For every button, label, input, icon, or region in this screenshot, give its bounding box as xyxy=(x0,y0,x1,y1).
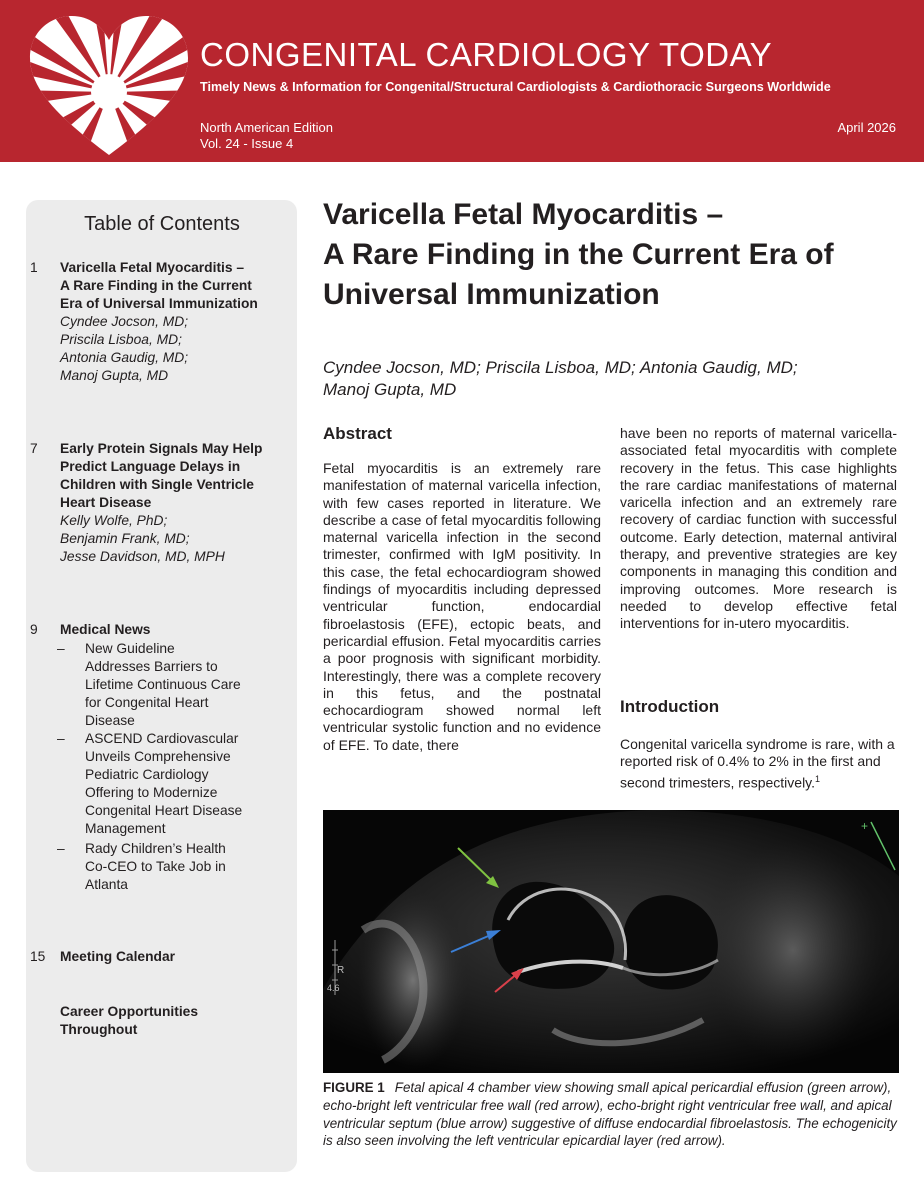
toc-title: Table of Contents xyxy=(84,213,240,235)
article-title-line: Varicella Fetal Myocarditis – xyxy=(323,198,724,231)
abstract-text-left: Fetal myocarditis is an extremely rare manifestation of maternal varicella infection, with few cases reported in literature. We describe a case of fetal myocarditis following maternal varicella infection in the second trimester, confirmed with IgM positivity. In this case, the fetal echocardiogram showed findings of myocarditis including depressed ventricular function, endocardial fibroelastosis (EFE), ectopic beats, and pericardial effusion. Fetal myocarditis carries a poor prognosis with significant morbidity. Interestingly, there was a complete recovery in this fetus, and the postnatal echocardiogram showed normal left ventricular systolic function and no evidence of EFE. To date, there xyxy=(323,460,601,753)
toc-subitem-line: Offering to Modernize xyxy=(85,785,218,800)
toc-subitem[interactable] xyxy=(30,840,290,894)
toc-subitem-line: Atlanta xyxy=(85,877,128,892)
figure-caption-text: Fetal apical 4 chamber view showing small apical pericardial effusion (green arrow), echo-bright left ventricular free wall (red arrow), echo-bright right ventricular free wall, and apical ventricular septum (blue arrow) suggestive of diffuse endocardial fibroelastosis. The echogenicity is also seen involving the left ventricular epicardial layer (red arrow). xyxy=(323,1080,897,1149)
toc-title-line: Heart Disease xyxy=(60,495,152,510)
figure-label: FIGURE 1 xyxy=(323,1080,385,1095)
reference-marker: 1 xyxy=(815,773,821,784)
toc-title-line: Early Protein Signals May Help xyxy=(60,441,263,456)
toc-author-line: Manoj Gupta, MD xyxy=(60,368,169,383)
toc-title-line: Throughout xyxy=(60,1022,138,1037)
depth-label: 4.6 xyxy=(327,983,340,993)
dash-bullet: – xyxy=(57,841,65,856)
toc-author-line: Benjamin Frank, MD; xyxy=(60,531,190,546)
toc-page-number: 9 xyxy=(30,622,38,637)
volume-issue: Vol. 24 - Issue 4 xyxy=(200,136,294,151)
toc-subitem-line: for Congenital Heart xyxy=(85,695,209,710)
toc-title-line: Era of Universal Immunization xyxy=(60,296,258,311)
toc-subitem-line: Disease xyxy=(85,713,135,728)
toc-title-line: Predict Language Delays in xyxy=(60,459,241,474)
edition-name: North American Edition xyxy=(200,120,333,135)
heart-sunburst-logo xyxy=(22,10,197,160)
toc-entry-title[interactable] xyxy=(60,1003,292,1039)
toc-author-line: Cyndee Jocson, MD; xyxy=(60,314,189,329)
author-line: Cyndee Jocson, MD; Priscila Lisboa, MD; Antonia Gaudig, MD; xyxy=(323,358,798,377)
author-line: Manoj Gupta, MD xyxy=(323,380,457,399)
article-title-line: Universal Immunization xyxy=(323,278,660,311)
figure-caption xyxy=(323,1079,899,1150)
toc-subitem-line: New Guideline xyxy=(85,641,175,656)
ultrasound-image xyxy=(323,810,899,1073)
intro-sentence: Congenital varicella syndrome is rare, with a reported risk of 0.4% to 2% in the first and second trimesters, respectively. xyxy=(620,736,895,791)
scale-label: R xyxy=(337,965,345,976)
toc-subitem[interactable] xyxy=(30,730,290,838)
toc-subitem-line: Rady Children’s Health xyxy=(85,841,226,856)
toc-subitem-line: Management xyxy=(85,821,166,836)
toc-subitem-line: Congenital Heart Disease xyxy=(85,803,243,818)
toc-author-line: Jesse Davidson, MD, MPH xyxy=(60,549,225,564)
toc-title-line: Career Opportunities xyxy=(60,1004,198,1019)
introduction-text xyxy=(620,736,897,792)
toc-entry-authors xyxy=(60,512,292,566)
toc-subitem-line: Co-CEO to Take Job in xyxy=(85,859,226,874)
toc-author-line: Priscila Lisboa, MD; xyxy=(60,332,182,347)
toc-title-line: A Rare Finding in the Current xyxy=(60,278,252,293)
masthead-tagline: Timely News & Information for Congenital/Structural Cardiologists & Cardiothoracic Surgeons Worldwide xyxy=(200,80,831,94)
toc-title-line: Varicella Fetal Myocarditis – xyxy=(60,260,245,275)
toc-title-line: Children with Single Ventricle xyxy=(60,477,254,492)
edition-info xyxy=(200,120,333,152)
abstract-text-right: have been no reports of maternal varicella-associated fetal myocarditis with complete recovery in the fetus. This case highlights the rare cardiac manifestations of maternal varicella infection and an extremely rare recovery of cardiac function with successful outcome. Early detection, maternal antiviral therapy, and preventive strategies are key components in managing this condition and improving outcomes. More research is needed to develop effective fetal interventions for in-utero myocarditis. xyxy=(620,425,897,632)
toc-entry-title[interactable] xyxy=(60,259,292,313)
dash-bullet: – xyxy=(57,641,65,656)
toc-page-number: 7 xyxy=(30,441,38,456)
toc-subitem-line: ASCEND Cardiovascular xyxy=(85,731,239,746)
toc-page-number: 1 xyxy=(30,260,38,275)
abstract-heading: Abstract xyxy=(323,424,392,443)
article-authors xyxy=(323,357,903,401)
masthead-title: CONGENITAL CARDIOLOGY TODAY xyxy=(200,36,773,73)
toc-entry-title[interactable]: Meeting Calendar xyxy=(60,949,175,964)
toc-author-line: Antonia Gaudig, MD; xyxy=(60,350,189,365)
toc-page-number: 15 xyxy=(30,949,46,964)
toc-subitem-line: Addresses Barriers to xyxy=(85,659,218,674)
introduction-heading: Introduction xyxy=(620,697,720,716)
toc-author-line: Kelly Wolfe, PhD; xyxy=(60,513,168,528)
echocardiogram-figure xyxy=(323,810,899,1073)
toc-subitem-line: Unveils Comprehensive xyxy=(85,749,231,764)
toc-subitem-line: Pediatric Cardiology xyxy=(85,767,209,782)
article-title xyxy=(323,195,903,315)
toc-subitem[interactable] xyxy=(30,640,290,730)
toc-entry-title[interactable] xyxy=(60,440,292,512)
dash-bullet: – xyxy=(57,731,65,746)
issue-date: April 2026 xyxy=(837,120,896,135)
article-title-line: A Rare Finding in the Current Era of xyxy=(323,238,834,271)
scan-cursor: + xyxy=(861,819,869,833)
toc-subitem-line: Lifetime Continuous Care xyxy=(85,677,241,692)
toc-entry-authors xyxy=(60,313,292,385)
toc-entry-title[interactable]: Medical News xyxy=(60,622,151,637)
